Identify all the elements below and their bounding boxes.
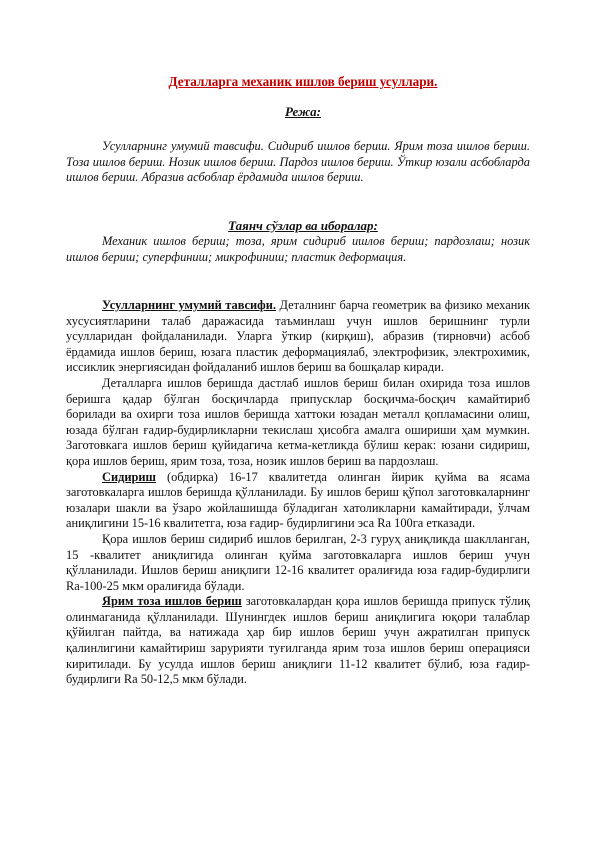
body-text — [66, 298, 530, 688]
paragraph-stages — [66, 376, 530, 470]
plan-paragraph: Усулларнинг умумий тавсифи. Сидириб ишлов бериш. Ярим тоза ишлов бериш. Тоза ишлов бериш. Нозик ишлов бериш. Пардоз ишлов бериш. Ўткир юзали асбобларда ишлов бериш. Абразив асбоблар ёрдамида ишлов бериш. — [66, 139, 530, 185]
paragraph-text: Деталнинг барча геометрик ва физико механик хусусиятларини талаб даражасида таъминлаш учун ишлов беришнинг турли усулларидан фойдаланилади. Уларга ўткир (кирқиш), абразив (тирновчи) асбоб ёрдамида ишлов бериш, юзага пластик деформациялаб, электрофизик, электрохимик, иссиклик энергиясидан фойдаланиб ишлов бериш ва бошқалар киради. — [66, 298, 530, 375]
paragraph-text: (обдирка) 16-17 квалитетда олинган йирик қуйма ва ясама заготовкаларга ишлов беришда қўлланилади. Бу ишлов бериш қўпол заготовкаларнинг юзалари шакли ва ўзаро жойлашишда бўладиган хатоликларни камайтиради, ўлчам аниқлигини 15-16 квалитетга, юза ғадир- будирлигини эса Ra 100га етказади. — [66, 469, 530, 531]
keywords-paragraph: Механик ишлов бериш; тоза, ярим сидириб ишлов бериш; пардозлаш; нозик ишлов бериш; суперфиниш; микрофиниш; пластик деформация. — [66, 234, 530, 264]
keywords-text — [66, 234, 530, 265]
document-title: Деталларга механик ишлов бериш усуллари. — [168, 74, 438, 89]
paragraph-roughing — [66, 470, 530, 532]
plan-heading: Режа: — [285, 104, 321, 119]
paragraph-text: заготовкалардан қора ишлов беришда припуск тўлиқ олинмаганида қўлланилади. Шунингдек ишлов бериш аниқлигига юқори талаблар қўйилган пайтда, ва натижада ҳар бир ишлов бериш учун ажратилган припуск қалинлигини камайтириш зарурияти туғилганда ярим тоза ишлов бериш операцияси киритилади. Бу усулда ишлов бериш аниқлиги 11-12 квалитет бўлиб, юза ғадир-будирлиги Ra 50-12,5 мкм бўлади. — [66, 594, 531, 687]
paragraph-text: Деталларга ишлов беришда дастлаб ишлов бериш билан охирида тоза ишлов беришга қадар бўлган босқичларда припусклар босқичма-босқич камайтириб борилади ва охирги тоза ишлов беришда хаттоки юзадан металл қопламасини олиш, юзада бўлган ғадир-будирликларни текислаш ҳисобга амалга ошириши ҳам мумкин. Заготовкага ишлов бериш қуйидагича кетма-кетликда бўлиш керак: юзани сидириш, қора ишлов бериш, ярим тоза, тоза, нозик ишлов бериш ва пардозлаш. — [66, 375, 530, 468]
paragraph-lead: Ярим тоза ишлов бериш — [102, 594, 242, 609]
paragraph-lead: Сидириш — [102, 469, 156, 484]
paragraph-text: Қора ишлов бериш сидириб ишлов берилган, 2-3 гуруҳ аниқликда шаклланган, 15 -квалитет аниқлигида олинган қуйма заготовкаларга ишлов бериш учун қўлланилади. Ишлов бериш аниқлиги 12-16 квалитет оралиғида юза ғадир-будирлиги Ra-100-25 мкм оралиғида бўлади. — [66, 531, 530, 593]
paragraph-rough-machining — [66, 532, 530, 594]
paragraph-overview — [66, 298, 530, 376]
keywords-heading: Таянч сўзлар ва иборалар: — [228, 218, 378, 233]
paragraph-semi-finishing — [66, 594, 530, 688]
paragraph-lead: Усулларнинг умумий тавсифи. — [102, 298, 276, 312]
plan-text — [66, 139, 530, 186]
